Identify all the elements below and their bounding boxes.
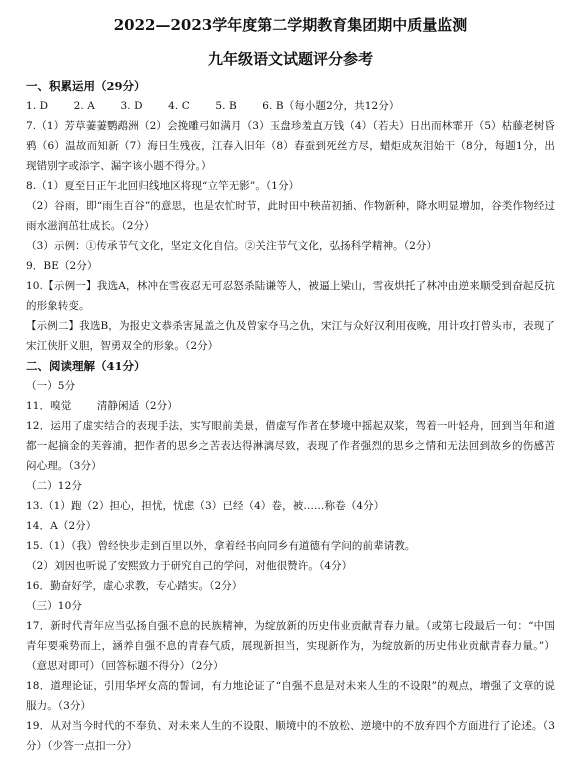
answer-q5: 5. B — [215, 100, 237, 112]
answer-q17: 17．新时代青年应当弘扬自强不息的民族精神，为绽放新的历史伟业贡献青春力量。（或第七段最后一句：“中国青年要乘势而上，涵养自强不息的青春气质，展现新担当，实现新作为，为绽放新的历史伟业贡献青春力量。”）（意思对即可）（回答标题不得分）（2分） — [26, 620, 555, 672]
part-3-score: （三）10分 — [26, 600, 82, 612]
answer-q11-a: 11．嗅觉 — [26, 400, 72, 412]
answer-q19: 19．从对当今时代的不奉负、对未来人生的不设限、顺境中的不放松、逆境中的不放弃四个方面进行了论述。（3分）（少答一点扣一分） — [26, 720, 555, 752]
answer-q2: 2. A — [73, 100, 95, 112]
answer-q8-1: 8.（1）夏至日正午北回归线地区将现“立竿无影”。（1分） — [26, 180, 300, 192]
answer-q10-example-2: 【示例二】我选B，为报史文恭杀害晁盖之仇及曾家夺马之仇，宋江与众好汉利用夜晚，用计攻打曾头市，表现了宋江侠肝义胆，智勇双全的形象。（2分） — [26, 320, 555, 352]
answer-q14: 14．A（2分） — [26, 520, 97, 532]
answer-q4: 4. C — [168, 100, 190, 112]
answer-q18: 18．道理论证，引用华坪女高的誓词，有力地论证了“自强不息是对未来人生的不设限”的观点，增强了文章的说服力。（3分） — [26, 680, 555, 712]
answer-q11-b: 清静闲适（2分） — [96, 400, 178, 412]
answer-q16: 16．勤奋好学，虚心求教，专心踏实。（2分） — [26, 580, 243, 592]
answer-q11 — [26, 396, 555, 416]
answer-q8-3: （3）示例：①传承节气文化，坚定文化自信。②关注节气文化，弘扬科学精神。（2分） — [26, 240, 438, 252]
answer-q8-2: （2）谷雨，即“雨生百谷”的意思，也是农忙时节，此时田中秧苗初插、作物新种，降水明显增加，谷类作物经过雨水滋润茁壮成长。（2分） — [26, 200, 555, 232]
answer-q15-1: 15.（1）（我）曾经快步走到百里以外，拿着经书向同乡有道德有学问的前辈请教。 — [26, 540, 416, 552]
answer-q15-2: （2）刘因也听说了安熙致力于研究自己的学问，对他很赞许。（4分） — [26, 560, 353, 572]
answer-q3: 3. D — [120, 100, 143, 112]
answer-q12: 12．运用了虚实结合的表现手法，实写眼前美景，借虚写作者在梦境中摇起双桨，驾着一叶轻舟，回到当年和道都一起摘金的芙蓉浦，把作者的思乡之苦表达得淋漓尽致，表现了作者强烈的思乡之情和无法回到故乡的伤感苦闷心理。（3分） — [26, 420, 555, 472]
part-2-score: （二）12分 — [26, 480, 82, 492]
section-heading-1: 一、积累运用（29分） — [26, 79, 146, 93]
part-1-score: （一）5分 — [26, 380, 76, 392]
answer-q10-example-1: 10.【示例一】我选A，林冲在雪夜忍无可忍怒杀陆谦等人，被逼上梁山，雪夜烘托了林冲由逆来顺受到奋起反抗的形象转变。 — [26, 280, 555, 312]
answers-q1-q6 — [26, 96, 555, 116]
answer-q6: 6. B（每小题2分，共12分） — [262, 100, 400, 112]
document-title: 2022—2023学年度第二学期教育集团期中质量监测 — [113, 16, 468, 34]
document-subtitle: 九年级语文试题评分参考 — [207, 50, 373, 68]
answer-q9: 9．BE（2分） — [26, 260, 98, 272]
answer-q13: 13.（1）跑（2）担心，担忧，忧虑（3）已经（4）卷，被……称卷（4分） — [26, 500, 385, 512]
section-heading-2: 二、阅读理解（41分） — [26, 359, 146, 373]
answer-q1: 1. D — [26, 100, 49, 112]
answer-q7: 7.（1）芳草萋萋鹦鹉洲（2）会挽雕弓如满月（3）玉盘珍羞直万钱（4）（若夫）日出而林霏开（5）枯藤老树昏鸦（6）温故而知新（7）海日生残夜，江春入旧年（8）春蚕到死丝方尽，蜡炬成灰泪始干（8分，每题1分，出现错别字或添字、漏字该小题不得分。） — [26, 120, 555, 172]
